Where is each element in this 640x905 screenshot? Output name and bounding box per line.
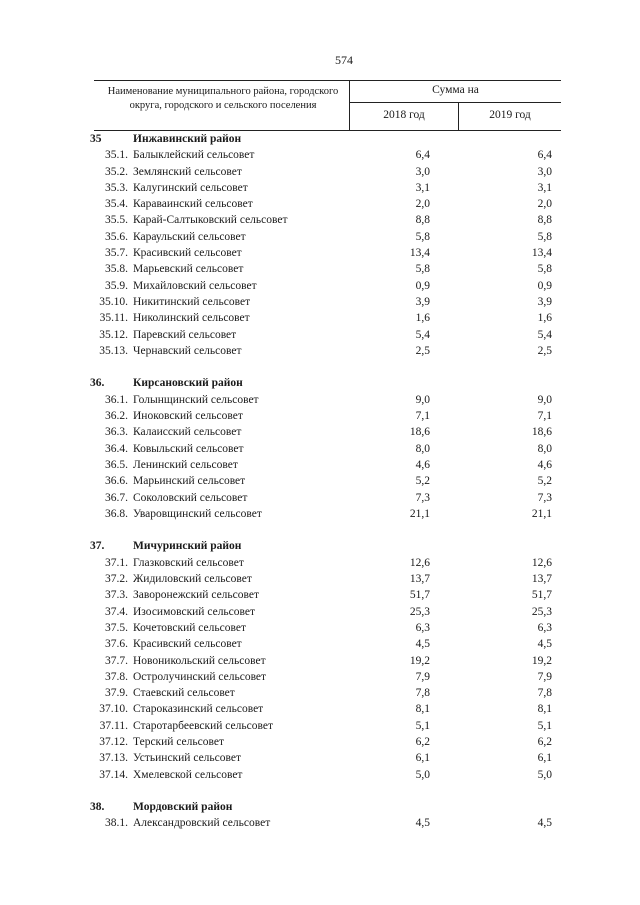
row-number: 35.5. (105, 214, 128, 227)
row-number: 37.12. (99, 735, 128, 748)
row-number: 36.7. (105, 491, 128, 504)
table-row (0, 620, 640, 636)
table-row (0, 506, 640, 522)
value-2018: 9,0 (415, 393, 430, 406)
value-2018: 5,4 (415, 328, 430, 341)
row-number: 35.3. (105, 181, 128, 194)
value-2018: 1,6 (415, 312, 430, 325)
value-2019: 7,8 (537, 687, 552, 700)
district-number: 37. (90, 540, 105, 553)
settlement-name: Красивский сельсовет (133, 638, 242, 651)
value-2018: 6,4 (415, 149, 430, 162)
row-number: 37.2. (105, 573, 128, 586)
district-number: 38. (90, 801, 105, 814)
row-number: 37.14. (99, 768, 128, 781)
table-row (0, 685, 640, 701)
table-row (0, 587, 640, 603)
value-2018: 51,7 (409, 589, 430, 602)
row-number: 36.1. (105, 393, 128, 406)
row-number: 37.3. (105, 589, 128, 602)
settlement-name: Землянский сельсовет (133, 165, 242, 178)
table-row (0, 278, 640, 294)
table-row (0, 555, 640, 571)
value-2018: 5,2 (415, 475, 430, 488)
row-number: 36.2. (105, 410, 128, 423)
value-2019: 5,8 (537, 263, 552, 276)
section-spacer (0, 783, 640, 799)
row-number: 36.4. (105, 442, 128, 455)
value-2018: 21,1 (409, 507, 430, 520)
settlement-name: Иноковский сельсовет (133, 410, 243, 423)
row-number: 37.10. (99, 703, 128, 716)
table-row (0, 212, 640, 228)
value-2018: 5,0 (415, 768, 430, 781)
row-number: 36.6. (105, 475, 128, 488)
row-number: 36.8. (105, 507, 128, 520)
value-2019: 9,0 (537, 393, 552, 406)
district-name: Инжавинский район (133, 133, 242, 145)
value-2018: 3,0 (415, 165, 430, 178)
settlement-name: Заворонежский сельсовет (133, 589, 260, 602)
settlement-name: Глазковский сельсовет (133, 556, 244, 569)
value-2019: 8,8 (537, 214, 552, 227)
settlement-name: Караваинский сельсовет (133, 198, 253, 211)
value-2018: 13,7 (409, 573, 430, 586)
value-2019: 8,0 (537, 442, 552, 455)
value-2019: 21,1 (531, 507, 552, 520)
value-2018: 6,3 (415, 621, 430, 634)
table-row (0, 294, 640, 310)
row-number: 35.13. (99, 344, 128, 357)
table-row (0, 604, 640, 620)
value-2019: 18,6 (531, 426, 552, 439)
settlement-name: Карай-Салтыковский сельсовет (133, 214, 288, 227)
settlement-name: Никитинский сельсовет (133, 295, 251, 308)
section-spacer (0, 522, 640, 538)
settlement-name: Калугинский сельсовет (133, 181, 248, 194)
row-number: 36.5. (105, 458, 128, 471)
settlement-name: Марьевский сельсовет (133, 263, 244, 276)
settlement-name: Александровский сельсовет (133, 817, 271, 830)
table-row (0, 815, 640, 831)
table-row (0, 343, 640, 359)
header-top-rule (94, 80, 561, 81)
row-number: 37.5. (105, 621, 128, 634)
value-2018: 0,9 (415, 279, 430, 292)
value-2018: 18,6 (409, 426, 430, 439)
row-number: 36.3. (105, 426, 128, 439)
value-2018: 8,0 (415, 442, 430, 455)
column-header-name: Наименование муниципального района, городского округа, городского и сельского поселения (107, 86, 339, 111)
row-number: 35.10. (99, 295, 128, 308)
settlement-name: Староказинский сельсовет (133, 703, 264, 716)
row-number: 38.1. (105, 817, 128, 830)
settlement-name: Кочетовский сельсовет (133, 621, 246, 634)
settlement-name: Ленинский сельсовет (133, 458, 238, 471)
district-name: Мордовский район (133, 801, 233, 814)
row-number: 37.9. (105, 687, 128, 700)
table-header (94, 80, 561, 131)
table-row (0, 734, 640, 750)
value-2019: 6,1 (537, 752, 552, 765)
table-row (0, 164, 640, 180)
value-2018: 7,1 (415, 410, 430, 423)
table-row (0, 490, 640, 506)
value-2018: 6,1 (415, 752, 430, 765)
page-number: 574 (335, 53, 353, 67)
settlement-name: Караульский сельсовет (133, 230, 246, 243)
settlement-name: Михайловский сельсовет (133, 279, 257, 292)
table-row (0, 636, 640, 652)
value-2019: 7,3 (537, 491, 552, 504)
row-number: 37.11. (99, 719, 128, 732)
value-2018: 7,9 (415, 670, 430, 683)
settlement-name: Хмелевской сельсовет (133, 768, 243, 781)
value-2018: 4,5 (415, 638, 430, 651)
value-2018: 8,1 (415, 703, 430, 716)
row-number: 35.1. (105, 149, 128, 162)
row-number: 35.2. (105, 165, 128, 178)
row-number: 35.12. (99, 328, 128, 341)
district-name: Кирсановский район (133, 377, 243, 390)
value-2019: 0,9 (537, 279, 552, 292)
settlement-name: Соколовский сельсовет (133, 491, 248, 504)
district-number: 35 (90, 133, 102, 145)
value-2018: 3,9 (415, 295, 430, 308)
settlement-name: Новоникольский сельсовет (133, 654, 266, 667)
column-header-2018: 2018 год (383, 109, 425, 121)
value-2018: 25,3 (409, 605, 430, 618)
settlement-name: Жидиловский сельсовет (133, 573, 252, 586)
value-2019: 5,2 (537, 475, 552, 488)
row-number: 37.6. (105, 638, 128, 651)
table-row (0, 571, 640, 587)
table-row (0, 408, 640, 424)
value-2019: 19,2 (531, 654, 552, 667)
table-row (0, 180, 640, 196)
table-row (0, 229, 640, 245)
table-row (0, 767, 640, 783)
value-2018: 4,6 (415, 458, 430, 471)
settlement-name: Балыклейский сельсовет (133, 149, 255, 162)
value-2019: 4,5 (537, 638, 552, 651)
table-row (0, 392, 640, 408)
value-2019: 51,7 (531, 589, 552, 602)
table-row (0, 718, 640, 734)
table-row (0, 424, 640, 440)
value-2018: 6,2 (415, 735, 430, 748)
settlement-name: Изосимовский сельсовет (133, 605, 256, 618)
value-2018: 7,3 (415, 491, 430, 504)
value-2019: 6,3 (537, 621, 552, 634)
value-2019: 5,1 (537, 719, 552, 732)
settlement-name: Паревский сельсовет (133, 328, 237, 341)
column-header-2019: 2019 год (489, 109, 531, 121)
header-sum-rule (349, 102, 561, 103)
value-2019: 3,9 (537, 295, 552, 308)
value-2019: 5,0 (537, 768, 552, 781)
row-number: 35.4. (105, 198, 128, 211)
value-2019: 7,9 (537, 670, 552, 683)
row-number: 35.8. (105, 263, 128, 276)
value-2019: 5,8 (537, 230, 552, 243)
row-number: 37.7. (105, 654, 128, 667)
value-2018: 5,1 (415, 719, 430, 732)
value-2019: 2,0 (537, 198, 552, 211)
settlement-name: Уваровщинский сельсовет (133, 507, 262, 520)
value-2019: 5,4 (537, 328, 552, 341)
value-2019: 2,5 (537, 344, 552, 357)
table-row (0, 310, 640, 326)
value-2018: 19,2 (409, 654, 430, 667)
table-row (0, 327, 640, 343)
settlement-name: Остролучинский сельсовет (133, 670, 267, 683)
settlement-name: Стаевский сельсовет (133, 687, 235, 700)
row-number: 35.9. (105, 279, 128, 292)
settlement-name: Ковыльский сельсовет (133, 442, 244, 455)
value-2018: 12,6 (409, 556, 430, 569)
table-row (0, 750, 640, 766)
row-number: 37.8. (105, 670, 128, 683)
value-2019: 12,6 (531, 556, 552, 569)
value-2018: 5,8 (415, 230, 430, 243)
settlement-name: Чернавский сельсовет (133, 344, 242, 357)
district-number: 36. (90, 377, 105, 390)
row-number: 35.6. (105, 230, 128, 243)
value-2019: 1,6 (537, 312, 552, 325)
table-row (0, 196, 640, 212)
settlement-name: Голынщинский сельсовет (133, 393, 259, 406)
table-row (0, 473, 640, 489)
district-heading (0, 375, 640, 391)
value-2019: 7,1 (537, 410, 552, 423)
value-2019: 3,1 (537, 181, 552, 194)
table-row (0, 441, 640, 457)
value-2018: 4,5 (415, 817, 430, 830)
row-number: 35.11. (99, 312, 128, 325)
table-row (0, 147, 640, 163)
table-row (0, 261, 640, 277)
column-header-sum: Сумма на (432, 84, 479, 96)
row-number: 37.13. (99, 752, 128, 765)
district-heading (0, 538, 640, 554)
value-2019: 13,4 (531, 247, 552, 260)
value-2018: 2,0 (415, 198, 430, 211)
table-row (0, 457, 640, 473)
value-2018: 2,5 (415, 344, 430, 357)
settlement-name: Марьинский сельсовет (133, 475, 246, 488)
district-heading (0, 131, 640, 147)
table-body (0, 131, 640, 832)
value-2018: 13,4 (409, 247, 430, 260)
value-2019: 13,7 (531, 573, 552, 586)
value-2019: 3,0 (537, 165, 552, 178)
value-2019: 25,3 (531, 605, 552, 618)
district-name: Мичуринский район (133, 540, 242, 553)
settlement-name: Калаисский сельсовет (133, 426, 242, 439)
row-number: 35.7. (105, 247, 128, 260)
value-2018: 5,8 (415, 263, 430, 276)
row-number: 37.4. (105, 605, 128, 618)
district-heading (0, 799, 640, 815)
value-2019: 6,2 (537, 735, 552, 748)
row-number: 37.1. (105, 556, 128, 569)
section-spacer (0, 359, 640, 375)
table-row (0, 653, 640, 669)
settlement-name: Старотарбеевский сельсовет (133, 719, 273, 732)
settlement-name: Николинский сельсовет (133, 312, 250, 325)
settlement-name: Терский сельсовет (133, 735, 224, 748)
value-2018: 3,1 (415, 181, 430, 194)
settlement-name: Красивский сельсовет (133, 247, 242, 260)
settlement-name: Устьинский сельсовет (133, 752, 241, 765)
value-2019: 4,5 (537, 817, 552, 830)
value-2018: 7,8 (415, 687, 430, 700)
value-2019: 8,1 (537, 703, 552, 716)
value-2018: 8,8 (415, 214, 430, 227)
value-2019: 4,6 (537, 458, 552, 471)
table-row (0, 701, 640, 717)
value-2019: 6,4 (537, 149, 552, 162)
table-row (0, 245, 640, 261)
table-row (0, 669, 640, 685)
